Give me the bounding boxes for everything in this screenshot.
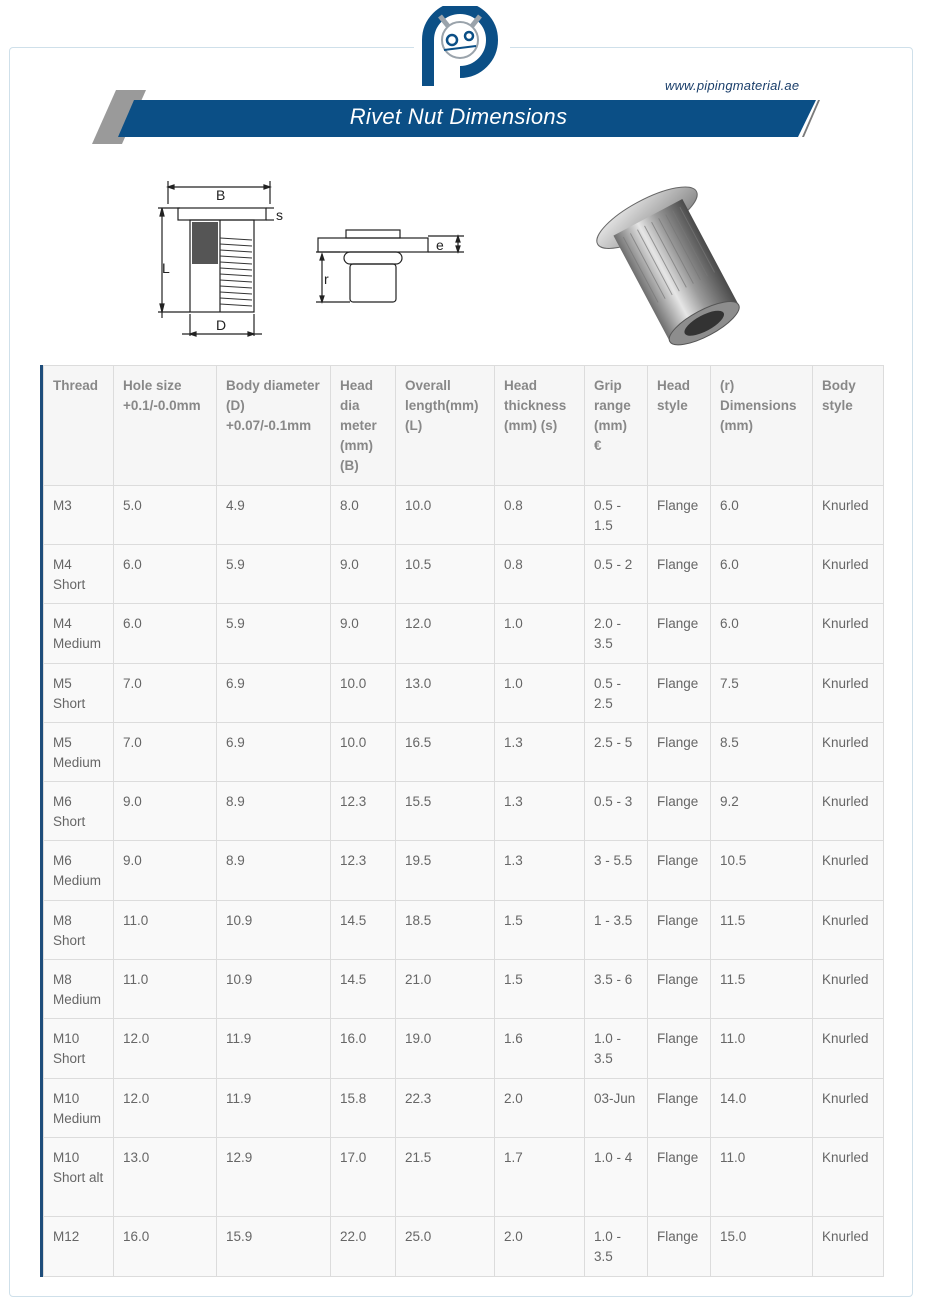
header-body-diameter: Body diameter (D) +0.07/-0.1mm <box>217 366 331 486</box>
table-cell: 1.0 - 3.5 <box>585 1019 648 1079</box>
dimensions-table <box>40 365 883 1277</box>
table-cell: 19.5 <box>396 841 495 901</box>
table-cell: Flange <box>648 545 711 604</box>
table-cell: M10 Short <box>44 1019 114 1079</box>
table-row <box>44 1019 884 1079</box>
label-r: r <box>324 271 329 287</box>
table-cell: 1.3 <box>495 841 585 901</box>
table-cell: 5.0 <box>114 486 217 545</box>
label-d: D <box>216 317 227 333</box>
rivet-nut-diagram <box>150 178 480 344</box>
table-cell: Knurled <box>813 1019 884 1079</box>
table-row <box>44 782 884 841</box>
table-cell: Flange <box>648 782 711 841</box>
table-row <box>44 901 884 960</box>
table-cell: 11.0 <box>711 1138 813 1217</box>
table-cell: 9.0 <box>114 782 217 841</box>
table-cell: Knurled <box>813 901 884 960</box>
table-cell: 7.5 <box>711 664 813 723</box>
table-cell: 10.9 <box>217 960 331 1019</box>
table-cell: 2.5 - 5 <box>585 723 648 782</box>
table-cell: Flange <box>648 664 711 723</box>
table-row <box>44 841 884 901</box>
table-cell: 13.0 <box>396 664 495 723</box>
table-cell: Knurled <box>813 545 884 604</box>
table-cell: 1.7 <box>495 1138 585 1217</box>
table-cell: 6.0 <box>711 545 813 604</box>
table-cell: 7.0 <box>114 723 217 782</box>
table-cell: 12.3 <box>331 782 396 841</box>
table-cell: 16.5 <box>396 723 495 782</box>
table-cell: 10.0 <box>331 664 396 723</box>
table-cell: 16.0 <box>331 1019 396 1079</box>
table-cell: 0.8 <box>495 545 585 604</box>
table-cell: 10.9 <box>217 901 331 960</box>
table-cell: 6.9 <box>217 723 331 782</box>
table-cell: 22.0 <box>331 1217 396 1277</box>
table-cell: Flange <box>648 901 711 960</box>
table-cell: 6.0 <box>114 604 217 664</box>
table-row <box>44 545 884 604</box>
table-cell: 8.9 <box>217 841 331 901</box>
table-cell: 2.0 - 3.5 <box>585 604 648 664</box>
table-cell: 11.5 <box>711 960 813 1019</box>
table-cell: Flange <box>648 960 711 1019</box>
table-cell: M12 <box>44 1217 114 1277</box>
table-cell: 7.0 <box>114 664 217 723</box>
table-cell: 2.0 <box>495 1217 585 1277</box>
label-e: e <box>436 237 444 253</box>
table-cell: 25.0 <box>396 1217 495 1277</box>
table-cell: 10.5 <box>396 545 495 604</box>
table-cell: 12.0 <box>114 1019 217 1079</box>
header-body-style: Body style <box>813 366 884 486</box>
table-cell: Knurled <box>813 664 884 723</box>
table-cell: 10.0 <box>396 486 495 545</box>
table-cell: Knurled <box>813 604 884 664</box>
table-cell: 8.0 <box>331 486 396 545</box>
table-cell: M8 Medium <box>44 960 114 1019</box>
table-cell: Knurled <box>813 782 884 841</box>
table-row <box>44 604 884 664</box>
table-cell: 3 - 5.5 <box>585 841 648 901</box>
table-cell: Flange <box>648 1138 711 1217</box>
table-cell: 11.0 <box>711 1019 813 1079</box>
table-cell: 9.2 <box>711 782 813 841</box>
table-cell: 0.5 - 2 <box>585 545 648 604</box>
table-cell: 14.0 <box>711 1079 813 1138</box>
header-head-style: Head style <box>648 366 711 486</box>
table-cell: 1.0 - 4 <box>585 1138 648 1217</box>
table-cell: Flange <box>648 604 711 664</box>
table-cell: 4.9 <box>217 486 331 545</box>
table-cell: 11.5 <box>711 901 813 960</box>
table-cell: 19.0 <box>396 1019 495 1079</box>
table-cell: Flange <box>648 723 711 782</box>
header-head-thickness: Head thickness (mm) (s) <box>495 366 585 486</box>
table-row <box>44 1079 884 1138</box>
table-cell: 14.5 <box>331 960 396 1019</box>
header-hole-size: Hole size +0.1/-0.0mm <box>114 366 217 486</box>
table-cell: M5 Short <box>44 664 114 723</box>
table-cell: 1.0 <box>495 664 585 723</box>
table-cell: 15.9 <box>217 1217 331 1277</box>
table-cell: 22.3 <box>396 1079 495 1138</box>
table-cell: 13.0 <box>114 1138 217 1217</box>
table-cell: M10 Medium <box>44 1079 114 1138</box>
table-cell: 1.5 <box>495 960 585 1019</box>
table-cell: 11.9 <box>217 1079 331 1138</box>
table-row <box>44 723 884 782</box>
table-cell: Knurled <box>813 1138 884 1217</box>
table-cell: 1.5 <box>495 901 585 960</box>
table-cell: 1 - 3.5 <box>585 901 648 960</box>
table-cell: 12.9 <box>217 1138 331 1217</box>
table-cell: Knurled <box>813 960 884 1019</box>
table-cell: Flange <box>648 1079 711 1138</box>
table-cell: 5.9 <box>217 604 331 664</box>
label-b: B <box>216 187 226 203</box>
table-cell: 3.5 - 6 <box>585 960 648 1019</box>
table-cell: 17.0 <box>331 1138 396 1217</box>
page-title: Rivet Nut Dimensions <box>349 104 568 129</box>
table-cell: 6.0 <box>711 604 813 664</box>
table-cell: M6 Medium <box>44 841 114 901</box>
table-cell: 0.5 - 3 <box>585 782 648 841</box>
table-cell: 12.3 <box>331 841 396 901</box>
table-cell: Flange <box>648 841 711 901</box>
table-cell: 2.0 <box>495 1079 585 1138</box>
table-row <box>44 486 884 545</box>
table-cell: 21.5 <box>396 1138 495 1217</box>
table-cell: 1.6 <box>495 1019 585 1079</box>
table-cell: 10.5 <box>711 841 813 901</box>
label-l: L <box>162 260 170 276</box>
table-cell: 12.0 <box>114 1079 217 1138</box>
table-cell: 11.9 <box>217 1019 331 1079</box>
table-cell: 0.8 <box>495 486 585 545</box>
table-cell: 16.0 <box>114 1217 217 1277</box>
table-cell: 12.0 <box>396 604 495 664</box>
table-cell: 1.3 <box>495 782 585 841</box>
label-s: s <box>276 207 283 223</box>
table-cell: Knurled <box>813 1079 884 1138</box>
table-cell: 11.0 <box>114 901 217 960</box>
table-cell: 9.0 <box>331 604 396 664</box>
table-cell: Knurled <box>813 841 884 901</box>
table-row <box>44 960 884 1019</box>
table-cell: 5.9 <box>217 545 331 604</box>
table-cell: 1.3 <box>495 723 585 782</box>
header-head-diameter: Head dia meter (mm) (B) <box>331 366 396 486</box>
table-cell: Knurled <box>813 486 884 545</box>
table-cell: M5 Medium <box>44 723 114 782</box>
table-cell: 15.0 <box>711 1217 813 1277</box>
table-cell: 6.0 <box>711 486 813 545</box>
table-cell: 8.5 <box>711 723 813 782</box>
table-cell: 15.5 <box>396 782 495 841</box>
table-cell: Knurled <box>813 723 884 782</box>
brand-logo <box>414 6 510 96</box>
table-cell: Flange <box>648 1019 711 1079</box>
table-cell: 11.0 <box>114 960 217 1019</box>
table-row <box>44 1138 884 1217</box>
table-cell: 15.8 <box>331 1079 396 1138</box>
table-cell: 9.0 <box>114 841 217 901</box>
table-cell: 6.0 <box>114 545 217 604</box>
table-row <box>44 1217 884 1277</box>
rivet-nut-photo <box>584 168 774 354</box>
table-cell: 10.0 <box>331 723 396 782</box>
table-cell: Knurled <box>813 1217 884 1277</box>
table-cell: Flange <box>648 1217 711 1277</box>
table-cell: M4 Medium <box>44 604 114 664</box>
table-cell: 8.9 <box>217 782 331 841</box>
table-cell: 18.5 <box>396 901 495 960</box>
table-cell: M3 <box>44 486 114 545</box>
table-cell: 14.5 <box>331 901 396 960</box>
table-cell: 1.0 - 3.5 <box>585 1217 648 1277</box>
table-cell: 0.5 - 1.5 <box>585 486 648 545</box>
table-cell: 9.0 <box>331 545 396 604</box>
table-cell: M8 Short <box>44 901 114 960</box>
table-header-row <box>44 366 884 486</box>
table-cell: M4 Short <box>44 545 114 604</box>
table-cell: M6 Short <box>44 782 114 841</box>
header-overall-length: Overall length(mm) (L) <box>396 366 495 486</box>
header-thread: Thread <box>44 366 114 486</box>
header-grip-range: Grip range (mm) € <box>585 366 648 486</box>
table-cell: 1.0 <box>495 604 585 664</box>
table-row <box>44 664 884 723</box>
table-cell: 21.0 <box>396 960 495 1019</box>
table-cell: Flange <box>648 486 711 545</box>
website-url[interactable]: www.pipingmaterial.ae <box>665 78 800 93</box>
header-r-dimensions: (r) Dimensions (mm) <box>711 366 813 486</box>
table-cell: 03-Jun <box>585 1079 648 1138</box>
table-cell: 6.9 <box>217 664 331 723</box>
table-cell: M10 Short alt <box>44 1138 114 1217</box>
table-cell: 0.5 - 2.5 <box>585 664 648 723</box>
